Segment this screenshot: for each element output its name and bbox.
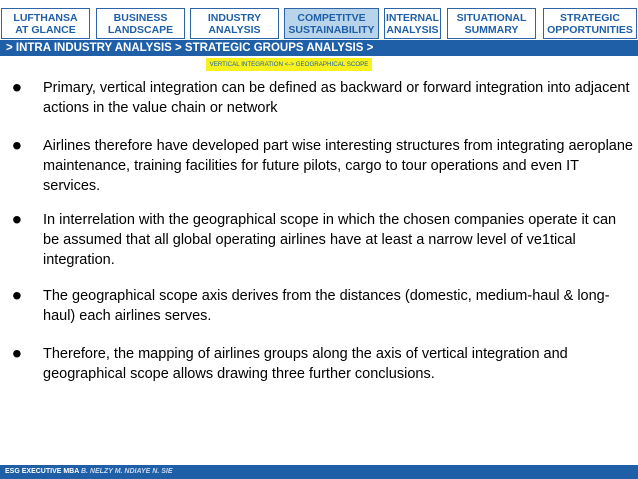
bullet-icon: • [12, 72, 22, 103]
section-highlight-label: VERTICAL INTEGRATION <-> GEOGRAPHICAL SCOPE [206, 58, 372, 71]
tab-label: INDUSTRY ANALYSIS [207, 11, 262, 36]
tab-label: BUSINESS LANDSCAPE [107, 11, 174, 36]
bullet-text: Therefore, the mapping of airlines groups along the axis of vertical integration and geographical scope allows drawing three further conclusions. [43, 346, 568, 382]
tab-label: COMPETITVE SUSTAINABILITY [288, 11, 375, 36]
tab-industry-analysis[interactable] [190, 8, 279, 39]
bullet-text: Airlines therefore have developed part wise interesting structures from integrating aeroplane maintenance, training facilities for future pilots, cargo to tour operations and even IT services. [43, 138, 633, 194]
tab-label: STRATEGIC OPPORTUNITIES [547, 11, 633, 36]
breadcrumb: > INTRA INDUSTRY ANALYSIS > STRATEGIC GROUPS ANALYSIS > [0, 40, 638, 56]
footer-program: ESG EXECUTIVE MBA [5, 468, 80, 475]
bullet-icon: • [12, 204, 22, 235]
footer-authors: B. NELZY M. NDIAYE N. SIE [80, 468, 173, 475]
bullet-icon: • [12, 338, 22, 369]
tab-situational-summary[interactable] [447, 8, 536, 39]
top-navigation [0, 0, 638, 40]
bullet-text: The geographical scope axis derives from the distances (domestic, medium-haul & long-haul) each airlines serves. [43, 288, 610, 324]
tab-competitive-sustainability[interactable] [284, 8, 379, 39]
tab-strategic-opportunities[interactable] [543, 8, 637, 39]
bullet-text: In interrelation with the geographical scope in which the chosen companies operate it can be assumed that all global operating airlines have at least a narrow level of ve1tical integration. [43, 212, 617, 268]
tab-business-landscape[interactable] [96, 8, 185, 39]
tab-label: LUFTHANSA AT GLANCE [13, 11, 78, 36]
tab-internal-analysis[interactable] [384, 8, 441, 39]
footer-bar [0, 465, 638, 479]
tab-label: SITUATIONAL SUMMARY [456, 11, 527, 36]
bullet-text: Primary, vertical integration can be defined as backward or forward integration into adjacent actions in the value chain or network [43, 80, 630, 116]
bullet-icon: • [12, 280, 22, 311]
tab-lufthansa-at-glance[interactable] [1, 8, 90, 39]
bullet-icon: • [12, 130, 22, 161]
tab-label: INTERNAL ANALYSIS [385, 11, 440, 36]
